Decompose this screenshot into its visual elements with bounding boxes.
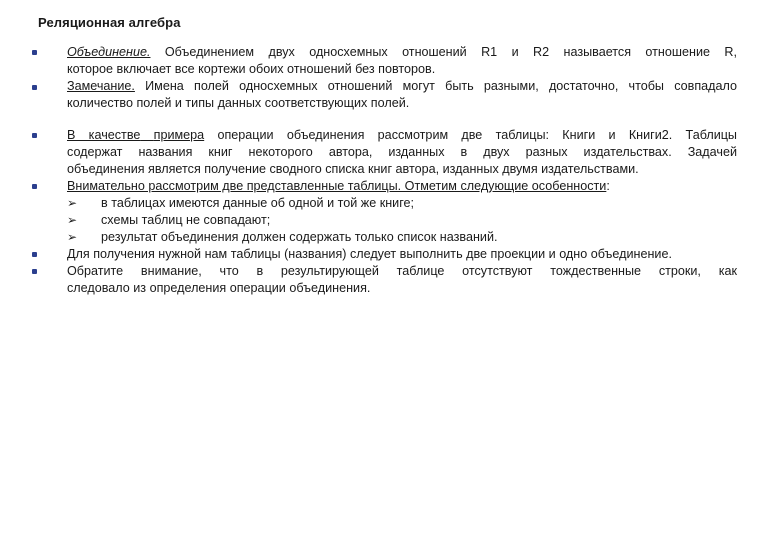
paragraph-union-line2: которое включает все кортежи обоих отношений без повторов. (67, 62, 436, 76)
text-span: Внимательно рассмотрим две представленные таблицы. Отметим следующие особенности (67, 179, 607, 193)
text-span: : (606, 179, 610, 193)
square-bullet-icon (32, 50, 37, 55)
term-example: примера (153, 128, 205, 142)
feature-item: схемы таблиц не совпадают; (101, 213, 271, 227)
text-span: Имена полей односхемных отношений могут быть разными, достаточно, чтобы совпадало (134, 79, 737, 93)
text-span: операции объединения рассмотрим две таблицы: Книги и Книги2. Таблицы (204, 128, 737, 142)
square-bullet-icon (32, 85, 37, 90)
arrow-bullet-icon: ➢ (67, 230, 78, 244)
paragraph-features-line1 (67, 178, 737, 195)
paragraph-note-line1 (67, 78, 737, 95)
paragraph-union-line1 (67, 44, 737, 61)
text-span: Объединением двух односхемных отношений R1 и R2 называется отношение R, (150, 45, 737, 59)
paragraph-example-line2: содержат названия книг некоторого автора, изданных в двух разных издательствах. Задачей (67, 145, 737, 159)
term-as: В качестве (67, 128, 141, 142)
term-note: Замечание. (67, 79, 135, 93)
square-bullet-icon (32, 269, 37, 274)
arrow-bullet-icon: ➢ (67, 213, 78, 227)
square-bullet-icon (32, 184, 37, 189)
paragraph-note2-line2: следовало из определения операции объединения. (67, 281, 371, 295)
paragraph-note-line2: количество полей и типы данных соответствующих полей. (67, 96, 410, 110)
square-bullet-icon (32, 252, 37, 257)
paragraph-example-line1 (67, 127, 737, 144)
paragraph-projection: Для получения нужной нам таблицы (названия) следует выполнить две проекции и одно объединение. (67, 247, 672, 261)
paragraph-example-line3: объединения является получение сводного списка книг автора, изданных двумя издательствами. (67, 162, 639, 176)
square-bullet-icon (32, 133, 37, 138)
arrow-bullet-icon: ➢ (67, 196, 78, 210)
paragraph-note2-line1: Обратите внимание, что в результирующей таблице отсутствуют тождественные строки, как (67, 264, 737, 278)
feature-item: результат объединения должен содержать только список названий. (101, 230, 498, 244)
term-union: Объединение. (67, 45, 151, 59)
text-span (140, 128, 153, 142)
feature-item: в таблицах имеются данные об одной и той же книге; (101, 196, 415, 210)
page-title: Реляционная алгебра (38, 15, 181, 30)
